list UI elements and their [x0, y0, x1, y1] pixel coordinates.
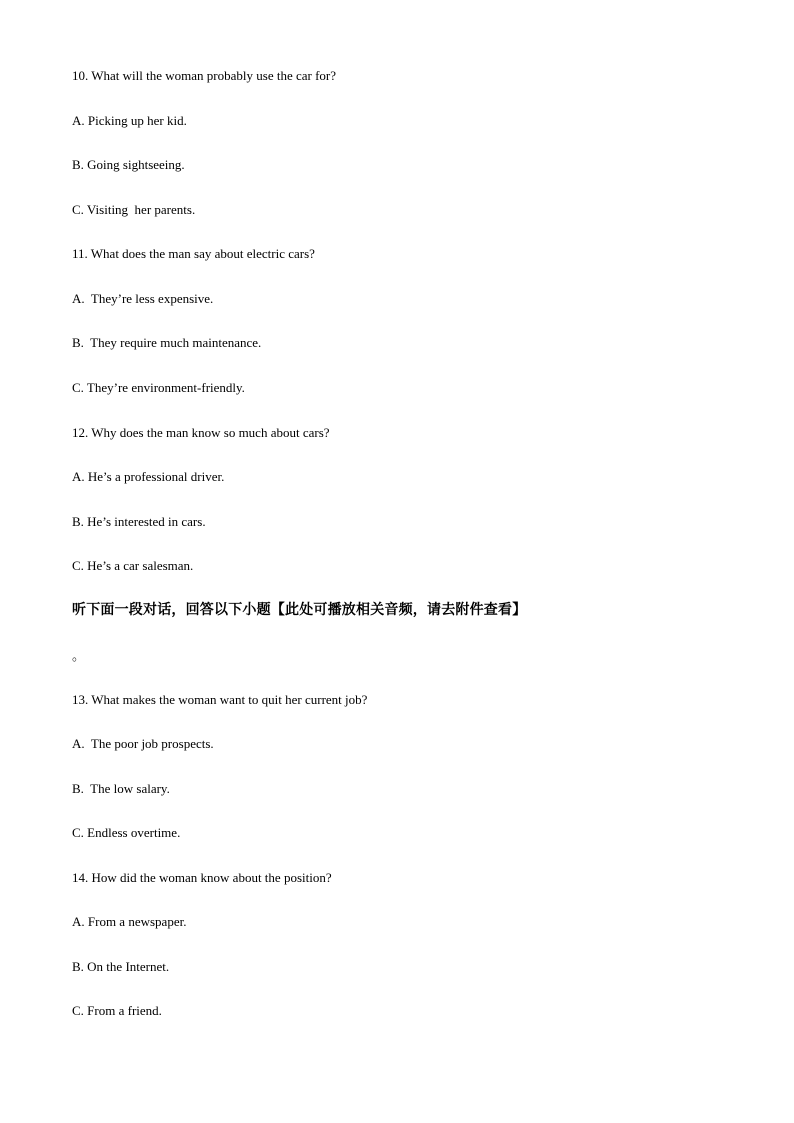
question-13-option-b: B. The low salary.	[72, 781, 170, 796]
question-13-option-c: C. Endless overtime.	[72, 825, 181, 840]
question-12-option-b: B. He’s interested in cars.	[72, 514, 206, 529]
question-10-option-b: B. Going sightseeing.	[72, 157, 185, 172]
question-11-option-b: B. They require much maintenance.	[72, 335, 262, 350]
instruction-text: 听下面一段对话，回答以下小题【此处可播放相关音频，请去附件查看】	[72, 602, 527, 618]
question-14-option-b: B. On the Internet.	[72, 959, 170, 974]
question-10-option-a: A. Picking up her kid.	[72, 113, 187, 128]
question-11-option-c: C. They’re environment-friendly.	[72, 380, 245, 395]
question-10-text: 10. What will the woman probably use the car for?	[72, 68, 337, 83]
question-11-text: 11. What does the man say about electric cars?	[72, 246, 315, 261]
question-12-option-a: A. He’s a professional driver.	[72, 469, 225, 484]
question-14-option-c: C. From a friend.	[72, 1003, 162, 1018]
question-11-option-a: A. They’re less expensive.	[72, 291, 214, 306]
instruction-trailing-mark: 。	[72, 648, 86, 663]
question-13-text: 13. What makes the woman want to quit her current job?	[72, 692, 368, 707]
question-14-text: 14. How did the woman know about the position?	[72, 870, 332, 885]
question-12-option-c: C. He’s a car salesman.	[72, 558, 194, 573]
question-13-option-a: A. The poor job prospects.	[72, 736, 214, 751]
question-14-option-a: A. From a newspaper.	[72, 914, 187, 929]
question-10-option-c: C. Visiting her parents.	[72, 202, 196, 217]
question-12-text: 12. Why does the man know so much about cars?	[72, 425, 330, 440]
